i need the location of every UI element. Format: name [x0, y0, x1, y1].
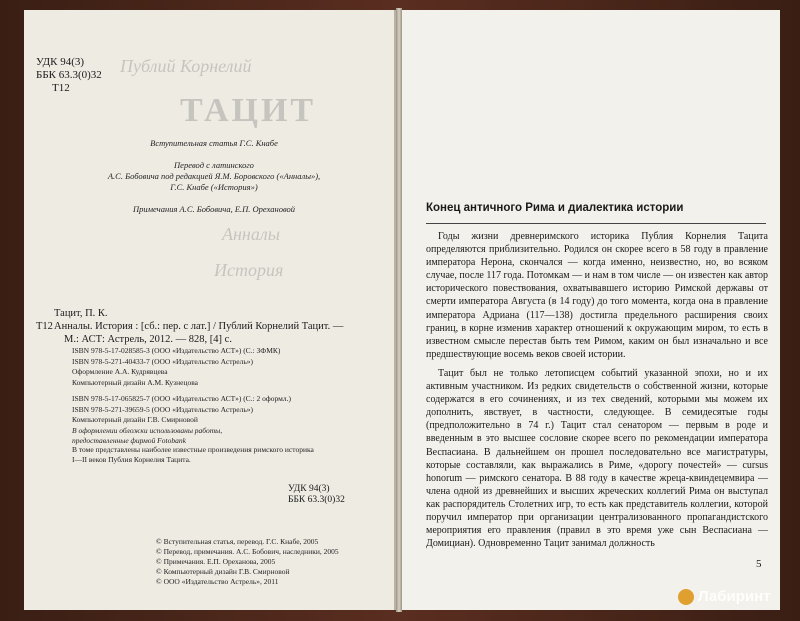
- isbn-block: [72, 346, 372, 447]
- copyright-line: © Примечания. Е.П. Ореханова, 2005: [156, 557, 276, 566]
- credit-translation: [54, 160, 374, 193]
- credit-translation-line: Перевод с латинского: [174, 160, 254, 170]
- watermark-text: Лабиринт: [698, 588, 771, 605]
- isbn-line: ISBN 978-5-271-39659-5 (ООО «Издательство Астрель»): [72, 404, 254, 414]
- ghost-title-text: ТАЦИТ: [180, 92, 317, 129]
- design-credit: Оформление А.А. Кудрявцева: [72, 367, 168, 376]
- copyright-block: [156, 537, 396, 587]
- udk-top-block: [36, 56, 102, 95]
- copyright-line: © Компьютерный дизайн Г.В. Смирновой: [156, 567, 290, 576]
- ghost-annaly-text: Анналы: [222, 224, 280, 244]
- credit-notes: Примечания А.С. Бобовича, Е.П. Орехановой: [132, 204, 296, 214]
- author-mark: Т12: [52, 82, 70, 94]
- cover-credit: предоставленные фирмой Fotobank: [72, 436, 186, 445]
- bib-imprint-line: М.: АСТ: Астрель, 2012. — 828, [4] с.: [64, 334, 232, 345]
- labirint-logo-icon: [678, 589, 694, 605]
- contents-note: [72, 445, 372, 465]
- bbk-code: ББК 63.3(0)32: [36, 69, 102, 81]
- paragraph: Годы жизни древнеримского историка Публия Корнелия Тацита определяются приблизительно. Родился он скорее всего в 58 году в правление императора Нерона, скончался — когда именно, неизвестно, но, во всяком случае, после 117 года. Потомкам — и нам в том числе — он известен как автор исторического повествования, охватывавшего историю Римской державы от смерти императора Августа (в 14 году) до того момента, когда она в правление императора Адриана (117—138) достигла предельного расширения своих границ, в корне изменив характер отношений к окружающим миром, то есть в известном смысле перестав быть тем Римом, каким он был изначально и все предшествующие восемь веков своей истории.: [426, 231, 768, 360]
- right-page: [402, 10, 780, 610]
- paragraph: Тацит был не только летописцем событий указанной эпохи, но и их активным участником. Из редких свидетельств о собственной жизни, которые содержатся в его сочинениях, и из тех сведений, которыми мы можем их дополнить, явствует, в частности, следующее. В семидесятые годы (предположительно в 74 г.) Тацит стал сенатором — первым в роде и введенным в это высшее сословие скорее всего по рекомендации императора Веспасиана. В дальнейшем он прошел последовательно все магистратуры, которые составляли, как выражались в Риме, «дорогу почестей» — cursus honorum — римского сенатора. В 88 году в качестве жреца-квиндецемвира — члена одной из древнейших и высших жреческих коллегий Рима он выступал как распорядитель Столетних игр, то есть как представитель коллегии, которой поручил император при организации централизованного пропагандистского мероприятия его правления (правил в это время уже сын Веспасиана — Домициан). Одновременно Тацит занимал должность: [426, 367, 768, 550]
- left-page: [24, 10, 396, 610]
- bib-code: Т12: [36, 321, 53, 332]
- isbn-line: ISBN 978-5-271-40433-7 (ООО «Издательство Астрель»): [72, 356, 254, 366]
- credit-translation-line: А.С. Бобовича под редакцией Я.М. Боровского («Анналы»),: [107, 171, 321, 181]
- chapter-rule: [426, 223, 766, 224]
- isbn-line: ISBN 978-5-17-065825-7 (ООО «Издательство АСТ») (С.: 2 оформл.): [72, 394, 292, 403]
- bbk-code: ББК 63.3(0)32: [288, 495, 345, 505]
- watermark-logo: [678, 588, 771, 605]
- copyright-line: © Перевод, примечания. А.С. Бобович, наследники, 2005: [156, 547, 339, 556]
- udk-bottom-block: [288, 484, 345, 506]
- design-credit: Компьютерный дизайн А.М. Кузнецова: [72, 377, 198, 387]
- credit-translation-line: Г.С. Кнабе («История»): [170, 182, 258, 192]
- bibliographic-record: [36, 307, 386, 346]
- cover-credit: В оформлении обложки использованы работы,: [72, 425, 223, 435]
- bib-title-line: Анналы. История : [сб.: пер. с лат.] / Публий Корнелий Тацит. —: [54, 321, 344, 332]
- copyright-line: © Вступительная статья, перевод. Г.С. Кнабе, 2005: [156, 537, 319, 546]
- design-credit: Компьютерный дизайн Г.В. Смирновой: [72, 415, 198, 424]
- contents-note-line: В томе представлены наиболее известные произведения римского историка: [72, 445, 314, 454]
- contents-note-line: I—II веков Публия Корнелия Тацита.: [72, 455, 191, 464]
- ghost-istorii-text: История: [214, 260, 284, 280]
- page-number: 5: [756, 558, 762, 570]
- udk-code: УДК 94(3): [288, 484, 330, 494]
- chapter-title: Конец античного Рима и диалектика истории: [426, 202, 684, 214]
- udk-code: УДК 94(3): [36, 56, 85, 68]
- ghost-author-text: Публий Корнелий: [120, 56, 252, 76]
- copyright-line: © ООО «Издательство Астрель», 2011: [156, 577, 279, 586]
- credit-intro: Вступительная статья Г.С. Кнабе: [150, 138, 278, 148]
- isbn-line: ISBN 978-5-17-028585-3 (ООО «Издательство АСТ») (С.: ЗФМК): [72, 346, 281, 355]
- body-text: [426, 230, 768, 550]
- bib-author: Тацит, П. К.: [54, 308, 108, 319]
